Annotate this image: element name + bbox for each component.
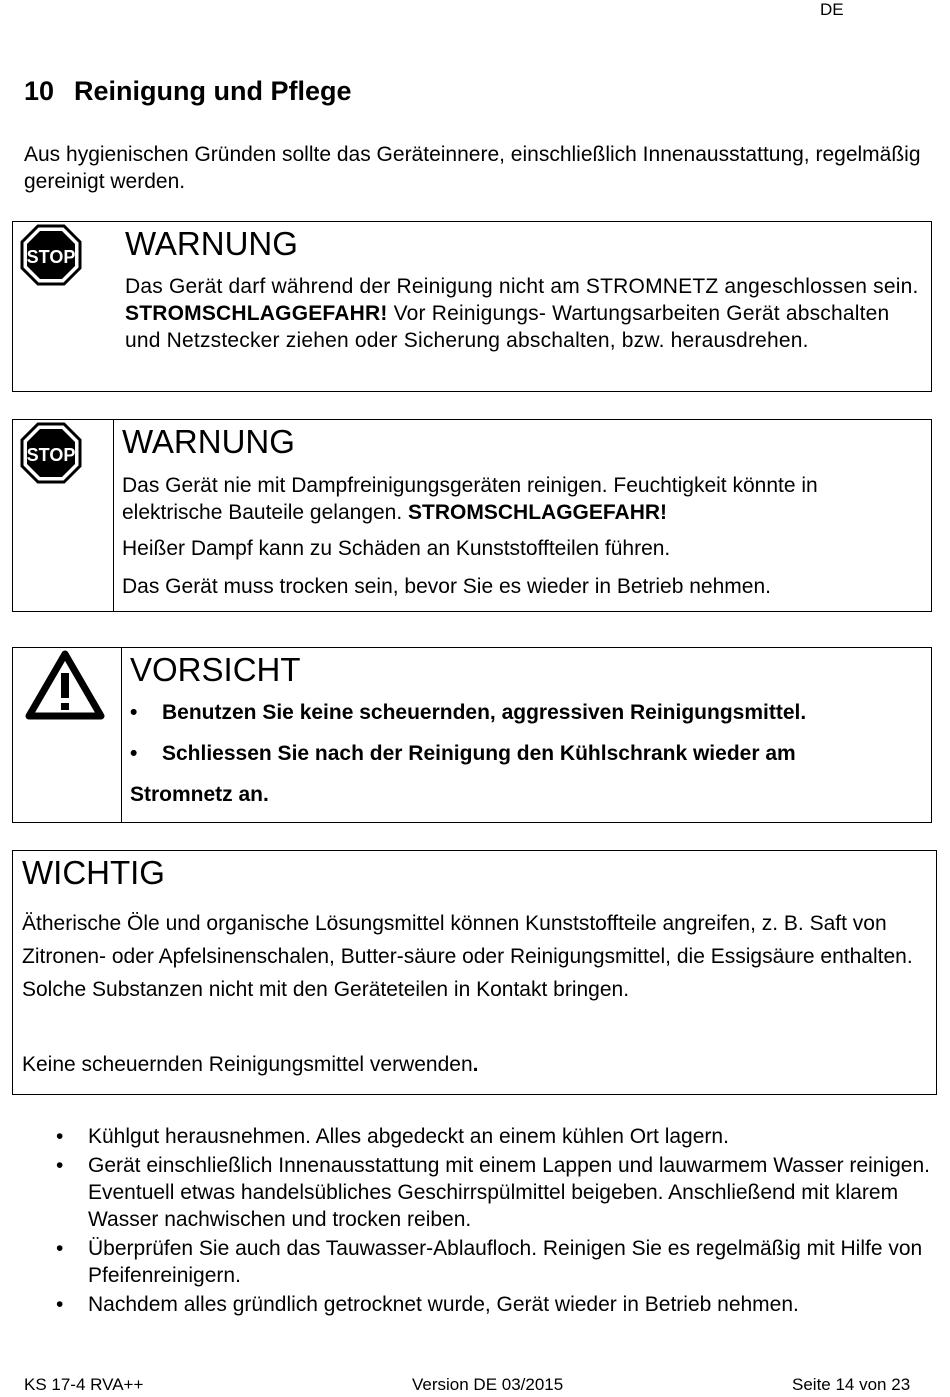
footer-version: Version DE 03/2015 bbox=[412, 1375, 564, 1394]
important-text: Ätherische Öle und organische Lösungsmittel können Kunststoffteile angreifen, z. B. Saft von Zitronen- oder Apfelsinenschalen, Butter-säure oder Reinigungsmittel, die Essigsäure enthalten. Solche Substanzen nicht mit den Geräteteilen in Kontakt bringen. bbox=[22, 912, 913, 1001]
section-title: Reinigung und Pflege bbox=[74, 76, 352, 106]
bullet: • bbox=[130, 742, 138, 765]
stop-sign-label: STOP bbox=[26, 445, 76, 465]
language-code: DE bbox=[820, 0, 844, 19]
cleaning-steps-list bbox=[52, 1123, 932, 1320]
important-text-end: . bbox=[472, 1053, 479, 1076]
list-item-text: Kühlgut herausnehmen. Alles abgedeckt an einem kühlen Ort lagern. bbox=[88, 1125, 729, 1148]
bullet: • bbox=[56, 1237, 64, 1260]
list-item bbox=[52, 1152, 932, 1233]
warning-icon-cell bbox=[13, 222, 113, 391]
warning-icon-cell bbox=[13, 420, 114, 611]
caution-item bbox=[130, 699, 806, 726]
warning-text bbox=[122, 472, 922, 526]
warning-title: WARNUNG bbox=[122, 423, 295, 460]
important-box bbox=[12, 850, 937, 1095]
bullet: • bbox=[56, 1125, 64, 1148]
bullet: • bbox=[56, 1154, 64, 1177]
caution-item bbox=[130, 740, 796, 767]
warning-text-part: Das Gerät darf während der Reinigung nicht am STROMNETZ angeschlossen sein. bbox=[125, 275, 919, 298]
bullet: • bbox=[56, 1293, 64, 1316]
caution-item-text: Benutzen Sie keine scheuernden, aggressiven Reinigungsmittel. bbox=[162, 701, 807, 724]
intro-paragraph: Aus hygienischen Gründen sollte das Geräteinnere, einschließlich Innenausstattung, regelmäßig gereinigt werden. bbox=[24, 143, 921, 193]
important-title: WICHTIG bbox=[22, 854, 165, 891]
list-item bbox=[52, 1235, 932, 1289]
important-text-part: Keine scheuernden Reinigungsmittel verwenden bbox=[22, 1053, 473, 1076]
caution-icon-cell bbox=[13, 648, 122, 822]
section-heading bbox=[24, 76, 352, 107]
list-item bbox=[52, 1123, 932, 1150]
stop-sign-label: STOP bbox=[26, 247, 76, 267]
warning-text bbox=[125, 273, 925, 354]
footer-model: KS 17-4 RVA++ bbox=[24, 1375, 144, 1394]
important-text bbox=[22, 1048, 922, 1081]
warning-emphasis: STROMSCHLAGGEFAHR! bbox=[408, 501, 668, 524]
caution-item-text: Schliessen Sie nach der Reinigung den Kühlschrank wieder am bbox=[162, 742, 796, 765]
warning-emphasis: STROMSCHLAGGEFAHR! bbox=[125, 302, 388, 325]
warning-title: WARNUNG bbox=[125, 225, 298, 262]
warning-triangle-icon bbox=[25, 650, 105, 720]
list-item-text: Nachdem alles gründlich getrocknet wurde, Gerät wieder in Betrieb nehmen. bbox=[88, 1293, 799, 1316]
list-item bbox=[52, 1291, 932, 1318]
caution-item-continuation: Stromnetz an. bbox=[130, 783, 269, 806]
caution-box bbox=[12, 647, 932, 823]
caution-title: VORSICHT bbox=[130, 651, 301, 688]
list-item-text: Überprüfen Sie auch das Tauwasser-Ablaufloch. Reinigen Sie es regelmäßig mit Hilfe von Pfeifenreinigern. bbox=[88, 1237, 923, 1287]
warning-text: Heißer Dampf kann zu Schäden an Kunststoffteilen führen. bbox=[122, 537, 671, 560]
bullet: • bbox=[130, 701, 138, 724]
section-number: 10 bbox=[24, 76, 55, 106]
stop-sign-icon bbox=[19, 421, 83, 485]
list-item-text: Gerät einschließlich Innenausstattung mit einem Lappen und lauwarmem Wasser reinigen. Eventuell etwas handelsübliches Geschirrspülmittel beigeben. Anschließend mit klarem Wasser nachwischen und trocken reiben. bbox=[88, 1154, 930, 1231]
warning-box-power bbox=[12, 221, 932, 392]
warning-text-part: Vor Reinigungs- Wartungsarbeiten Gerät abschalten und Netzstecker ziehen oder Sicherung abschalten, bzw. herausdrehen. bbox=[125, 302, 890, 352]
warning-box-steam bbox=[12, 419, 932, 612]
warning-text: Das Gerät muss trocken sein, bevor Sie es wieder in Betrieb nehmen. bbox=[122, 575, 771, 598]
warning-text-part: Das Gerät nie mit Dampfreinigungsgeräten reinigen. Feuchtigkeit könnte in elektrische Bauteile gelangen. bbox=[122, 474, 818, 524]
stop-sign-icon bbox=[19, 223, 83, 287]
footer-page-number: Seite 14 von 23 bbox=[792, 1375, 911, 1394]
